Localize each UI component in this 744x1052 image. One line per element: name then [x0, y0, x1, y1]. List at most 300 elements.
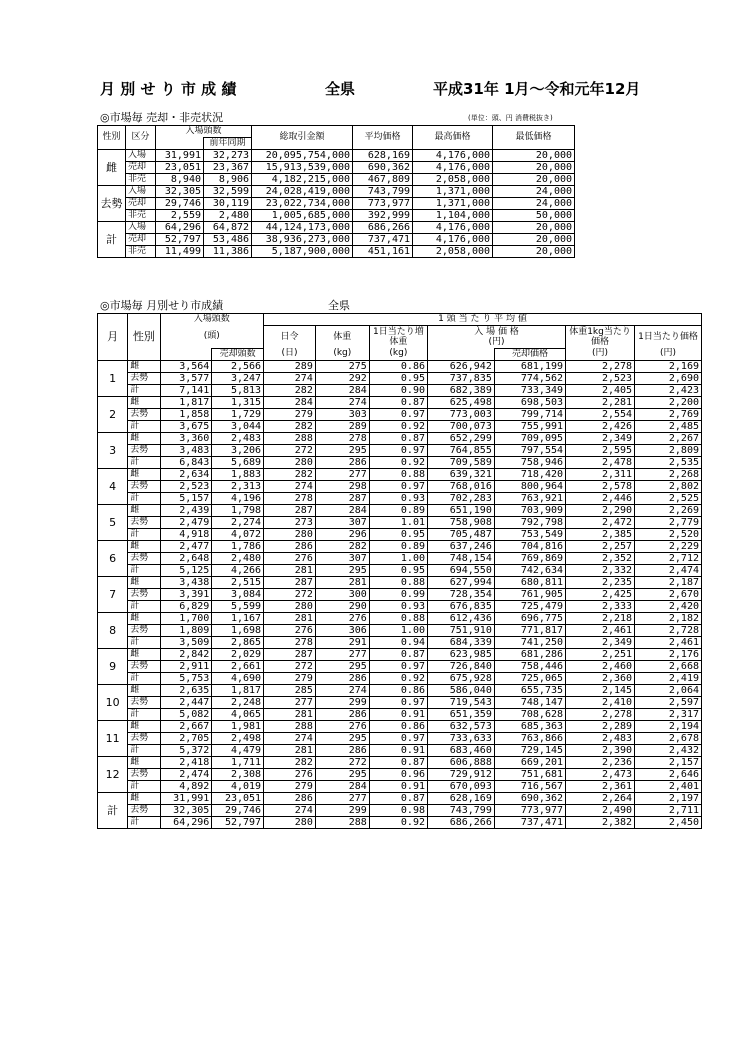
table-cell: 278 — [264, 492, 316, 504]
table-cell: 2,525 — [635, 492, 702, 504]
table-row — [98, 150, 575, 162]
table-cell: 2,474 — [635, 564, 702, 576]
header-price-per-day: 1日当たり価格 — [635, 326, 702, 349]
table-cell: 277 — [264, 696, 316, 708]
table-cell: 2,251 — [566, 648, 635, 660]
table-cell: 773,977 — [353, 198, 413, 210]
table-cell: 2,667 — [160, 720, 212, 732]
table-cell: 623,985 — [428, 648, 495, 660]
table-cell: 281 — [264, 612, 316, 624]
table-cell: 計 — [128, 744, 160, 756]
table-cell: 0.87 — [369, 396, 427, 408]
table-cell: 277 — [315, 792, 369, 804]
month-label: 10 — [98, 684, 128, 720]
table-cell: 0.94 — [369, 636, 427, 648]
table-cell: 24,000 — [493, 198, 575, 210]
table-cell: 0.86 — [369, 360, 427, 372]
table-cell: 去勢 — [128, 624, 160, 636]
table-cell: 0.86 — [369, 684, 427, 696]
table-cell: 計 — [128, 636, 160, 648]
table-cell: 非売 — [126, 246, 156, 258]
table-cell: 2,269 — [635, 504, 702, 516]
table-cell: 737,471 — [353, 234, 413, 246]
month-label: 4 — [98, 468, 128, 504]
table-cell: 32,305 — [156, 186, 204, 198]
table-row — [98, 420, 702, 432]
table-cell: 0.99 — [369, 588, 427, 600]
header-entry-head2: 入場頭数 — [160, 314, 264, 326]
table-cell: 雌 — [128, 684, 160, 696]
table-cell: 1,817 — [160, 396, 212, 408]
table-cell: 0.87 — [369, 792, 427, 804]
table-cell: 281 — [315, 576, 369, 588]
table-row — [98, 444, 702, 456]
table-cell: 2,176 — [635, 648, 702, 660]
table-row — [98, 162, 575, 174]
table-cell: 64,296 — [156, 222, 204, 234]
table-cell: 768,016 — [428, 480, 495, 492]
table-cell: 2,705 — [160, 732, 212, 744]
table-cell: 287 — [264, 576, 316, 588]
table-cell: 748,147 — [494, 696, 565, 708]
table-cell: 281 — [264, 708, 316, 720]
table-cell: 286 — [264, 540, 316, 552]
table-cell: 0.92 — [369, 816, 427, 828]
table-cell: 2,450 — [635, 816, 702, 828]
table-cell: 32,599 — [204, 186, 252, 198]
table-cell: 276 — [315, 720, 369, 732]
table-cell: 285 — [264, 684, 316, 696]
table-cell: 295 — [315, 768, 369, 780]
table-cell: 2,194 — [635, 720, 702, 732]
table-cell: 2,523 — [566, 372, 635, 384]
table-cell: 2,480 — [204, 210, 252, 222]
table-cell: 286 — [315, 672, 369, 684]
monthly-results-table — [97, 313, 702, 829]
table-cell: 274 — [264, 732, 316, 744]
table-cell: 792,798 — [494, 516, 565, 528]
table-cell: 0.92 — [369, 456, 427, 468]
table-cell: 278 — [315, 432, 369, 444]
table-cell: 0.97 — [369, 444, 427, 456]
table-cell: 685,363 — [494, 720, 565, 732]
table-cell: 274 — [264, 372, 316, 384]
table-cell: 2,289 — [566, 720, 635, 732]
table-row — [98, 456, 702, 468]
table-cell: 1,729 — [212, 408, 264, 420]
header-sex2: 性別 — [128, 314, 160, 361]
table-cell: 1,005,685,000 — [252, 210, 353, 222]
table-cell: 去勢 — [128, 444, 160, 456]
table-row — [98, 780, 702, 792]
table-cell: 2,802 — [635, 480, 702, 492]
table-cell: 290 — [315, 600, 369, 612]
header-weight-unit: (kg) — [315, 348, 369, 360]
table-cell: 3,509 — [160, 636, 212, 648]
table-cell: 2,145 — [566, 684, 635, 696]
header-avg-title: 1 頭 当 た り 平 均 値 — [264, 314, 702, 326]
table-cell: 700,073 — [428, 420, 495, 432]
table-cell: 5,082 — [160, 708, 212, 720]
table-cell: 2,349 — [566, 432, 635, 444]
header-entry-head: 入場頭数 — [156, 126, 252, 138]
table-cell: 7,141 — [160, 384, 212, 396]
table-cell: 467,809 — [353, 174, 413, 186]
table-row — [98, 732, 702, 744]
table-cell: 2,477 — [160, 540, 212, 552]
table-cell: 286 — [315, 744, 369, 756]
table-cell: 雌 — [128, 648, 160, 660]
table-cell: 3,044 — [212, 420, 264, 432]
table-cell: 0.97 — [369, 660, 427, 672]
table-cell: 2,410 — [566, 696, 635, 708]
header-total-amount: 総取引金額 — [252, 126, 353, 150]
table-cell: 23,051 — [156, 162, 204, 174]
table-cell: 0.96 — [369, 768, 427, 780]
table-cell: 287 — [264, 648, 316, 660]
table-cell: 725,479 — [494, 600, 565, 612]
table-cell: 2,460 — [566, 660, 635, 672]
table-cell: 719,543 — [428, 696, 495, 708]
table-cell: 2,425 — [566, 588, 635, 600]
header-gain-unit: (kg) — [369, 348, 427, 360]
table-cell: 雌 — [128, 468, 160, 480]
table-cell: 676,835 — [428, 600, 495, 612]
table-row — [98, 384, 702, 396]
table-cell: 686,266 — [353, 222, 413, 234]
table-row — [98, 246, 575, 258]
table-cell: 800,964 — [494, 480, 565, 492]
table-cell: 2,483 — [212, 432, 264, 444]
table-cell: 5,599 — [212, 600, 264, 612]
table-cell: 2,058,000 — [413, 174, 493, 186]
table-cell: 295 — [315, 660, 369, 672]
table-cell: 2,257 — [566, 540, 635, 552]
table-cell: 0.93 — [369, 600, 427, 612]
table-row — [98, 360, 702, 372]
table-cell: 748,154 — [428, 552, 495, 564]
header-prev-year: 前年同期 — [204, 138, 252, 150]
table-cell: 718,420 — [494, 468, 565, 480]
table-cell: 282 — [264, 756, 316, 768]
table-row — [98, 576, 702, 588]
table-cell: 728,354 — [428, 588, 495, 600]
table-cell: 5,753 — [160, 672, 212, 684]
table-cell: 4,266 — [212, 564, 264, 576]
table-cell: 53,486 — [204, 234, 252, 246]
table-cell: 4,019 — [212, 780, 264, 792]
table-cell: 1,167 — [212, 612, 264, 624]
table-cell: 291 — [315, 636, 369, 648]
table-cell: 725,065 — [494, 672, 565, 684]
header-daily-gain: 1日当たり増体重 — [369, 326, 427, 349]
table-cell: 5,157 — [160, 492, 212, 504]
table-cell: 去勢 — [128, 804, 160, 816]
table-cell: 1,711 — [212, 756, 264, 768]
table-cell: 雌 — [128, 396, 160, 408]
table-cell: 272 — [264, 660, 316, 672]
table-cell: 1,981 — [212, 720, 264, 732]
table-cell: 799,714 — [494, 408, 565, 420]
table-row — [98, 186, 575, 198]
table-cell: 去勢 — [128, 516, 160, 528]
table-cell: 1,315 — [212, 396, 264, 408]
table-cell: 64,296 — [160, 816, 212, 828]
table-cell: 計 — [128, 708, 160, 720]
table-cell: 3,247 — [212, 372, 264, 384]
table-cell: 451,161 — [353, 246, 413, 258]
table-cell: 5,689 — [212, 456, 264, 468]
table-cell: 729,145 — [494, 744, 565, 756]
table-cell: 716,567 — [494, 780, 565, 792]
table-cell: 計 — [128, 600, 160, 612]
table-cell: 586,040 — [428, 684, 495, 696]
table-cell: 627,994 — [428, 576, 495, 588]
table-cell: 去勢 — [128, 696, 160, 708]
table-cell: 1,104,000 — [413, 210, 493, 222]
table-cell: 3,360 — [160, 432, 212, 444]
header-min-price: 最低価格 — [493, 126, 575, 150]
table-cell: 計 — [128, 564, 160, 576]
table-cell: 669,201 — [494, 756, 565, 768]
table-cell: 284 — [264, 396, 316, 408]
table-cell: 31,991 — [156, 150, 204, 162]
table-cell: 4,176,000 — [413, 234, 493, 246]
table-cell: 300 — [315, 588, 369, 600]
table-cell: 4,892 — [160, 780, 212, 792]
table-cell: 681,286 — [494, 648, 565, 660]
table-cell: 20,000 — [493, 234, 575, 246]
table-cell: 298 — [315, 480, 369, 492]
table-cell: 2,313 — [212, 480, 264, 492]
table-row — [98, 198, 575, 210]
table-cell: 684,339 — [428, 636, 495, 648]
table-cell: 1,883 — [212, 468, 264, 480]
table-cell: 2,566 — [212, 360, 264, 372]
table-cell: 289 — [264, 360, 316, 372]
table-cell: 2,332 — [566, 564, 635, 576]
table-row — [98, 792, 702, 804]
table-cell: 694,550 — [428, 564, 495, 576]
table-cell: 2,678 — [635, 732, 702, 744]
table-cell: 50,000 — [493, 210, 575, 222]
table-cell: 24,028,419,000 — [252, 186, 353, 198]
table-cell: 5,813 — [212, 384, 264, 396]
table-cell: 5,187,900,000 — [252, 246, 353, 258]
table-cell: 2,447 — [160, 696, 212, 708]
table-cell: 2,842 — [160, 648, 212, 660]
table-cell: 雌 — [128, 504, 160, 516]
table-cell: 0.88 — [369, 468, 427, 480]
table-cell: 1.01 — [369, 516, 427, 528]
table-row — [98, 408, 702, 420]
table-cell: 708,628 — [494, 708, 565, 720]
table-cell: 雌 — [128, 360, 160, 372]
table-cell: 764,855 — [428, 444, 495, 456]
table-cell: 626,942 — [428, 360, 495, 372]
table-cell: 0.91 — [369, 780, 427, 792]
table-cell: 277 — [315, 648, 369, 660]
table-cell: 280 — [264, 528, 316, 540]
table-row — [98, 210, 575, 222]
table-cell: 683,460 — [428, 744, 495, 756]
table-cell: 288 — [264, 720, 316, 732]
table-cell: 606,888 — [428, 756, 495, 768]
table-cell: 4,176,000 — [413, 222, 493, 234]
table-row — [98, 504, 702, 516]
table-cell: 1,817 — [212, 684, 264, 696]
table-cell: 2,058,000 — [413, 246, 493, 258]
table-cell: 0.91 — [369, 744, 427, 756]
table-cell: 計 — [128, 780, 160, 792]
table-cell: 20,000 — [493, 162, 575, 174]
table-row — [98, 588, 702, 600]
table-cell: 2,385 — [566, 528, 635, 540]
table-cell: 0.95 — [369, 564, 427, 576]
table-cell: 2,478 — [566, 456, 635, 468]
table-cell: 299 — [315, 696, 369, 708]
table-cell: 758,908 — [428, 516, 495, 528]
table-cell: 651,190 — [428, 504, 495, 516]
table-cell: 2,236 — [566, 756, 635, 768]
table-cell: 2,515 — [212, 576, 264, 588]
table-cell: 284 — [315, 504, 369, 516]
table-cell: 2,187 — [635, 576, 702, 588]
table-cell: 284 — [315, 384, 369, 396]
table-cell: 2,461 — [635, 636, 702, 648]
table-cell: 2,182 — [635, 612, 702, 624]
header-month: 月 — [98, 314, 128, 361]
table-cell: 38,936,273,000 — [252, 234, 353, 246]
table-cell: 288 — [315, 816, 369, 828]
table-cell: 0.89 — [369, 540, 427, 552]
table-cell: 272 — [264, 444, 316, 456]
sales-status-table — [97, 125, 575, 258]
table-cell: 2,264 — [566, 792, 635, 804]
table-cell: 3,391 — [160, 588, 212, 600]
table-cell: 295 — [315, 732, 369, 744]
table-cell: 2,361 — [566, 780, 635, 792]
table-row — [98, 708, 702, 720]
table-cell: 628,169 — [353, 150, 413, 162]
table-cell: 1,371,000 — [413, 186, 493, 198]
table-cell: 761,905 — [494, 588, 565, 600]
table-cell: 2,426 — [566, 420, 635, 432]
table-cell: 23,022,734,000 — [252, 198, 353, 210]
table-cell: 652,299 — [428, 432, 495, 444]
table-cell: 755,991 — [494, 420, 565, 432]
table-cell: 5,372 — [160, 744, 212, 756]
table-cell: 751,910 — [428, 624, 495, 636]
table-cell: 2,668 — [635, 660, 702, 672]
table-cell: 733,633 — [428, 732, 495, 744]
table-cell: 696,775 — [494, 612, 565, 624]
table-cell: 286 — [264, 792, 316, 804]
table-cell: 612,436 — [428, 612, 495, 624]
table-cell: 686,266 — [428, 816, 495, 828]
table-cell: 0.97 — [369, 408, 427, 420]
month-label: 6 — [98, 540, 128, 576]
table-cell: 2,290 — [566, 504, 635, 516]
table-cell: 2,483 — [566, 732, 635, 744]
table-cell: 計 — [128, 420, 160, 432]
table-row — [98, 696, 702, 708]
table-cell: 287 — [315, 492, 369, 504]
table-cell: 入場 — [126, 222, 156, 234]
table-cell: 280 — [264, 816, 316, 828]
month-label: 11 — [98, 720, 128, 756]
table-cell: 276 — [315, 612, 369, 624]
table-cell: 2,646 — [635, 768, 702, 780]
table-row — [98, 480, 702, 492]
header-kg-unit: (円) — [566, 348, 635, 360]
table-cell: 2,690 — [635, 372, 702, 384]
table-cell: 2,390 — [566, 744, 635, 756]
table-cell: 2,523 — [160, 480, 212, 492]
table-cell: 2,439 — [160, 504, 212, 516]
table-cell: 0.88 — [369, 576, 427, 588]
month-label: 8 — [98, 612, 128, 648]
table-cell: 1,809 — [160, 624, 212, 636]
month-label: 2 — [98, 396, 128, 432]
table-row — [98, 174, 575, 186]
table-cell: 763,866 — [494, 732, 565, 744]
header-avg-price: 平均価格 — [353, 126, 413, 150]
table-cell: 284 — [315, 780, 369, 792]
page-header — [100, 78, 680, 100]
table-cell: 281 — [264, 564, 316, 576]
table-row — [98, 600, 702, 612]
table-cell: 0.87 — [369, 432, 427, 444]
table-cell: 2,480 — [212, 552, 264, 564]
table-cell: 2,278 — [566, 708, 635, 720]
table-cell: 非売 — [126, 174, 156, 186]
table-cell: 4,176,000 — [413, 162, 493, 174]
table-cell: 637,246 — [428, 540, 495, 552]
table-cell: 704,816 — [494, 540, 565, 552]
table-cell: 2,248 — [212, 696, 264, 708]
table-cell: 278 — [264, 636, 316, 648]
header-entry-unit: (頭) — [160, 326, 264, 349]
table-cell: 2,352 — [566, 552, 635, 564]
table-cell: 742,634 — [494, 564, 565, 576]
table-cell: 3,564 — [160, 360, 212, 372]
table-cell: 2,473 — [566, 768, 635, 780]
table-cell: 625,498 — [428, 396, 495, 408]
month-label: 7 — [98, 576, 128, 612]
table-cell: 売却 — [126, 162, 156, 174]
table-cell: 737,835 — [428, 372, 495, 384]
table-cell: 306 — [315, 624, 369, 636]
month-label: 計 — [98, 792, 128, 828]
table-cell: 去勢 — [128, 660, 160, 672]
month-label: 1 — [98, 360, 128, 396]
table-cell: 295 — [315, 444, 369, 456]
table-cell: 5,125 — [160, 564, 212, 576]
table-cell: 771,817 — [494, 624, 565, 636]
table-cell: 計 — [128, 456, 160, 468]
table-cell: 2,711 — [635, 804, 702, 816]
table-cell: 2,648 — [160, 552, 212, 564]
table-cell: 286 — [315, 708, 369, 720]
table-cell: 29,746 — [156, 198, 204, 210]
header-age-days: 日令 — [264, 326, 316, 349]
table-cell: 0.86 — [369, 720, 427, 732]
table-cell: 20,000 — [493, 222, 575, 234]
header-sex: 性別 — [98, 126, 126, 150]
table-cell: 698,503 — [494, 396, 565, 408]
table-row — [98, 720, 702, 732]
